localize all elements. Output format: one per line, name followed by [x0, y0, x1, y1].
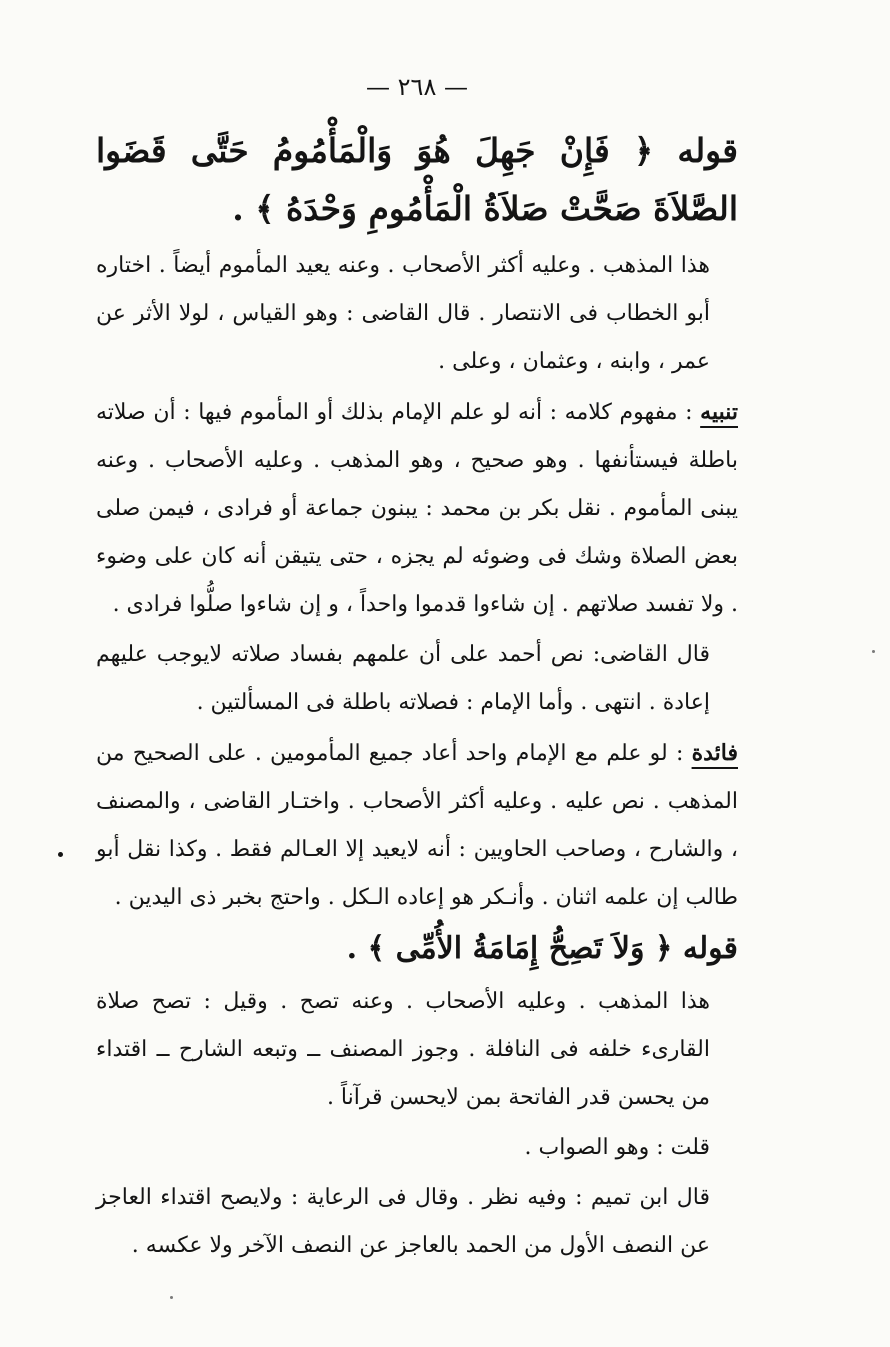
tanbih-text: : مفهوم كلامه : أنه لو علم الإمام بذلك أو المأموم فيها : أن صلاته باطلة فيستأنفها . وهو صحيح ، وهو المذهب . وعليه الأصحاب . وعنه يبنى المأموم . نقل بكر بن محمد : يبنون جماعة أو فرادى ، فيمن صلى بعض الصلاة وشك فى وضوئه لم يجزه ، حتى يتيقن أنه كان على وضوء . ولا تفسد صلاتهم . إن شاءوا قدموا واحداً ، و إن شاءوا صلُّوا فرادى . — [96, 400, 738, 617]
paper-speck — [170, 1296, 173, 1299]
paragraph-faida — [96, 729, 738, 922]
faida-text: : لو علم مع الإمام واحد أعاد جميع المأمومين . على الصحيح من المذهب . نص عليه . وعليه أكثر الأصحاب . واختـار القاضى ، والمصنف ، والشارح ، وصاحب الحاويين : أنه لايعيد إلا العـالم فقط . وكذا نقل أبو طالب إن علمه اثنان . وأنـكر هو إعاده الـكل . واحتج بخبر ذى اليدين . — [96, 741, 738, 910]
faida-heading: فائدة — [691, 740, 738, 766]
quoted-text-2: قوله ﴿ وَلاَ تَصِحُّ إِمَامَةُ الأُمِّى ﴾ . — [346, 931, 738, 966]
paper-speck — [872, 650, 875, 653]
paragraph-qadi: قال القاضى: نص أحمد على أن علمهم بفساد صلاته لايوجب عليهم إعادة . انتهى . وأما الإمام : فصلاته باطلة فى المسألتين . — [96, 642, 710, 715]
paragraph-qultu: قلت : وهو الصواب . — [524, 1135, 710, 1160]
paragraph-madhhab-2: هذا المذهب . وعليه الأصحاب . وعنه تصح . وقيل : تصح صلاة القارىء خلفه فى النافلة . وجوز المصنف ــ وتبعه الشارح ــ اقتداء من يحسن قدر الفاتحة بمن لايحسن قرآناً . — [96, 989, 710, 1110]
page-number: — ٢٦٨ — — [366, 73, 468, 101]
book-page — [96, 70, 738, 1290]
tanbih-heading: تنبيه — [700, 399, 738, 425]
paragraph-madhhab-1: هذا المذهب . وعليه أكثر الأصحاب . وعنه يعيد المأموم أيضاً . اختاره أبو الخطاب فى الانتصار . قال القاضى : وهو القياس ، لولا الأثر عن عمر ، وابنه ، وعثمان ، وعلى . — [96, 253, 710, 374]
margin-dot — [58, 852, 63, 857]
quoted-text-1: قوله ﴿ فَإِنْ جَهِلَ هُوَ وَالْمَأْمُومُ حَتَّى قَضَوا الصَّلاَةَ صَحَّتْ صَلاَةُ الْمَأْمُومِ وَحْدَهُ ﴾ . — [96, 131, 738, 228]
paragraph-tanbih — [96, 388, 738, 629]
paragraph-ibn-tamim: قال ابن تميم : وفيه نظر . وقال فى الرعاية : ولايصح اقتداء العاجز عن النصف الأول من الحمد بالعاجز عن النصف الآخر ولا عكسه . — [96, 1185, 710, 1258]
